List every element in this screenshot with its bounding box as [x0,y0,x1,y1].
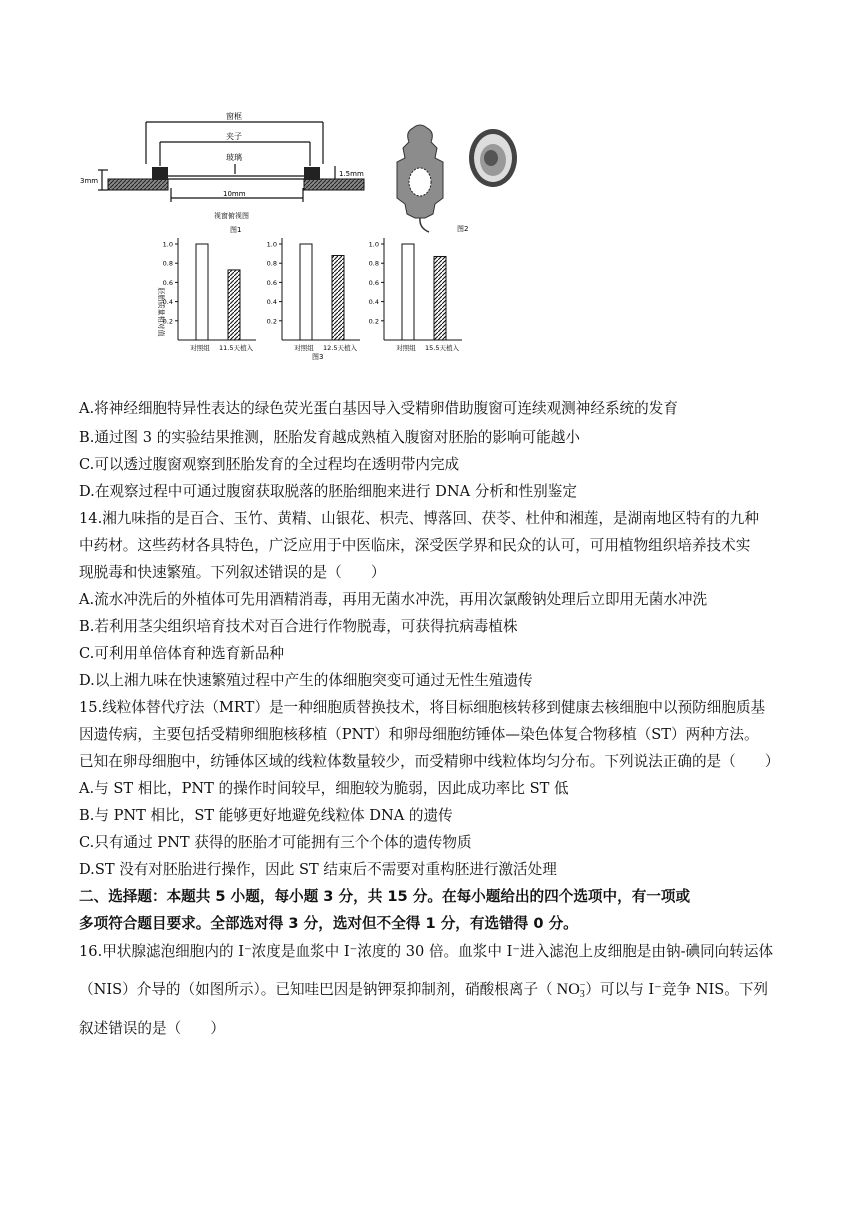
option-15-a: A.与 ST 相比，PNT 的操作时间较早，细胞较为脆弱，因此成功率比 ST 低 [79,780,569,797]
section-2-heading-line-2: 多项符合题目要求。全部选对得 3 分，选对但不全得 1 分，有选错得 0 分。 [79,915,578,932]
label-1-5mm: 1.5mm [339,170,364,178]
bar-control [196,244,208,340]
option-15-b: B.与 PNT 相比，ST 能够更好地避免线粒体 DNA 的遗传 [79,807,453,824]
question-14-line-3: 现脱毒和快速繁殖。下列叙述错误的是（ ） [79,564,386,581]
figure-1-window-diagram [78,108,378,238]
bar-control [300,244,312,340]
y-tick-label: 0.8 [266,259,277,268]
option-13-c: C.可以透过腹窗观察到胚胎发育的全过程均在透明带内完成 [79,456,460,473]
option-14-b: B.若利用茎尖组织培育技术对百合进行作物脱毒，可获得抗病毒植株 [79,618,518,635]
nitrate-ion-charge: − [579,980,586,992]
y-tick-label: 0.2 [266,317,277,326]
figure-3-ylabel: 胚胎质量相对值 [157,287,165,337]
option-13-d: D.在观察过程中可通过腹窗获取脱落的胚胎细胞来进行 DNA 分析和性别鉴定 [79,483,577,500]
figure-3-caption: 图3 [312,353,324,361]
x-category-label: 对照组 [294,344,314,352]
bar-chart-1 [163,238,256,352]
y-tick-label: 0.4 [266,298,277,307]
y-tick-label: 0.6 [266,278,277,287]
option-15-d: D.ST 没有对胚胎进行操作，因此 ST 结束后不需要对重构胚进行激活处理 [79,861,557,878]
nitrate-ion-symbol: NO [556,981,580,998]
x-category-label: 11.5天植入 [219,344,253,352]
y-tick-label: 0.4 [368,298,379,307]
bar-implant [228,270,240,340]
y-tick-label: 0.6 [162,278,173,287]
option-13-b: B.通过图 3 的实验结果推测，胚胎发育越成熟植入腹窗对胚胎的影响可能越小 [79,429,580,446]
nitrate-ion-subscript: 3 [579,989,585,1001]
y-tick-label: 0.2 [368,317,379,326]
option-14-c: C.可利用单倍体育种选育新品种 [79,645,285,662]
figure-2-mouse-embryo [385,118,535,238]
option-14-a: A.流水冲洗后的外植体可先用酒精消毒，再用无菌水冲洗，再用次氯酸钠处理后立即用无菌水冲洗 [79,591,708,608]
y-tick-label: 0.2 [162,317,173,326]
question-16-line-1: 16.甲状腺滤泡细胞内的 I⁻浓度是血浆中 I⁻浓度的 30 倍。血浆中 I⁻进入滤泡上皮细胞是由钠-碘同向转运体 [79,943,774,960]
y-tick-label: 0.4 [162,298,173,307]
label-10mm: 10mm [223,190,246,198]
bar-chart-3 [369,238,462,352]
bar-chart-2 [267,238,360,352]
x-category-label: 对照组 [396,344,416,352]
y-tick-label: 0.6 [368,278,379,287]
x-category-label: 对照组 [190,344,210,352]
bar-implant [332,256,344,340]
figure-3-bar-charts [150,232,480,362]
question-15-line-2: 因遗传病，主要包括受精卵细胞核移植（PNT）和卵母细胞纺锤体—染色体复合物移植（ST）两种方法。 [79,726,759,743]
y-tick-label: 0.8 [162,259,173,268]
label-glass: 玻璃 [226,153,242,162]
y-tick-label: 0.8 [368,259,379,268]
x-category-label: 12.5天植入 [323,344,357,352]
y-tick-label: 1.0 [162,240,173,249]
question-14-line-1: 14.湘九味指的是百合、玉竹、黄精、山银花、枳壳、博落回、茯苓、杜仲和湘莲，是湖南地区特有的九种 [79,510,759,527]
x-category-label: 15.5天植入 [425,344,459,352]
label-clip: 夹子 [226,132,242,141]
y-tick-label: 1.0 [266,240,277,249]
caption-view: 视窗俯视图 [214,212,249,220]
option-14-d: D.以上湘九味在快速繁殖过程中产生的体细胞突变可通过无性生殖遗传 [79,672,533,689]
question-15-line-1: 15.线粒体替代疗法（MRT）是一种细胞质替换技术，将目标细胞核转移到健康去核细胞中以预防细胞质基 [79,699,766,716]
label-window-frame: 窗框 [226,112,242,121]
figure-1-caption: 图1 [230,226,242,234]
question-16-line-2 [79,980,768,1000]
y-tick-label: 1.0 [368,240,379,249]
question-16-line-2-start: （NIS）介导的（如图所示）。已知哇巴因是钠钾泵抑制剂，硝酸根离子（ [79,981,553,998]
section-2-heading-line-1: 二、选择题：本题共 5 小题，每小题 3 分，共 15 分。在每小题给出的四个选项中，有一项或 [79,888,691,905]
label-3mm: 3mm [80,177,99,185]
option-15-c: C.只有通过 PNT 获得的胚胎才可能拥有三个个体的遗传物质 [79,834,472,851]
question-14-line-2: 中药材。这些药材各具特色，广泛应用于中医临床，深受医学界和民众的认可，可用植物组织培养技术实 [79,537,751,554]
embryo-image [469,129,517,187]
nitrate-ion [553,980,586,1001]
option-13-a: A.将神经细胞特异性表达的绿色荧光蛋白基因导入受精卵借助腹窗可连续观测神经系统的发育 [79,400,678,417]
bar-implant [434,256,446,340]
question-16-line-3: 叙述错误的是（ ） [79,1020,225,1037]
mouse-silhouette [397,125,443,232]
question-15-line-3: 已知在卵母细胞中，纺锤体区域的线粒体数量较少，而受精卵中线粒体均匀分布。下列说法正确的是（ ） [79,753,780,770]
question-16-line-2-end: ）可以与 I⁻竞争 NIS。下列 [585,981,769,998]
figure-2-caption: 图2 [457,225,469,233]
bar-control [402,244,414,340]
